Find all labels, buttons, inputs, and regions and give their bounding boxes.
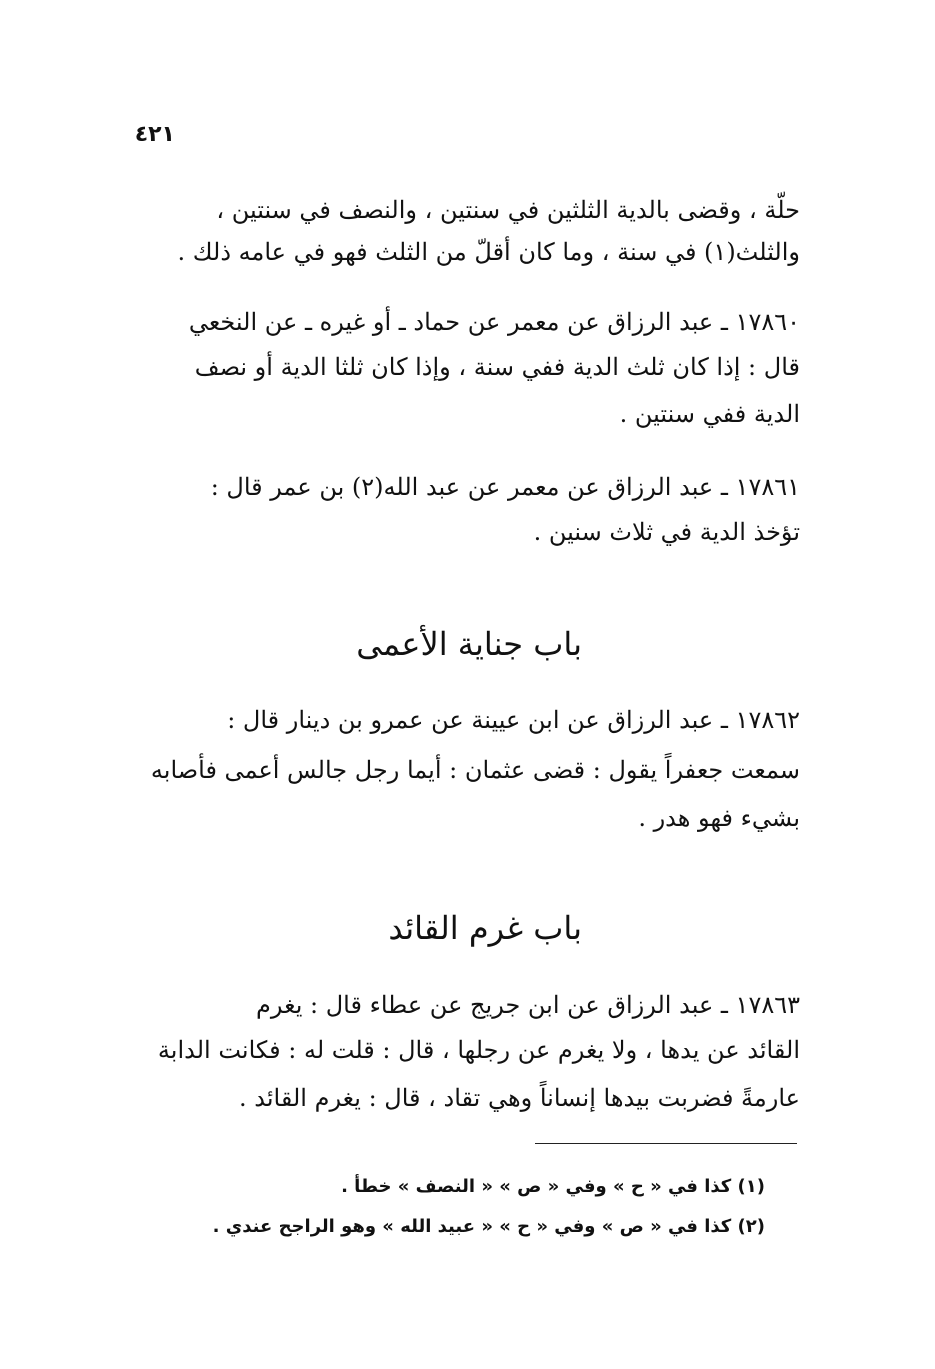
hadith-17860-line1: ١٧٨٦٠ ـ عبد الرزاق عن معمر عن حماد ـ أو غيره ـ عن النخعي: [188, 308, 800, 336]
section-heading-blind-offense: باب جناية الأعمى: [356, 625, 582, 663]
hadith-17863-line1: ١٧٨٦٣ ـ عبد الرزاق عن ابن جريج عن عطاء قال : يغرم: [256, 991, 800, 1019]
footnote-separator: [535, 1143, 797, 1144]
hadith-17861-line1: ١٧٨٦١ ـ عبد الرزاق عن معمر عن عبد الله(٢) بن عمر قال :: [210, 473, 800, 501]
hadith-17863-line2: القائد عن يدها ، ولا يغرم عن رجلها ، قال : قلت له : فكانت الدابة: [157, 1036, 800, 1064]
paragraph1-line1: حلّة ، وقضى بالدية الثلثين في سنتين ، والنصف في سنتين ،: [216, 196, 800, 224]
page-number: ٤٢١: [134, 122, 175, 147]
hadith-17861-line2: تؤخذ الدية في ثلاث سنين .: [533, 518, 800, 546]
hadith-17862-line1: ١٧٨٦٢ ـ عبد الرزاق عن ابن عيينة عن عمرو بن دينار قال :: [227, 706, 800, 734]
hadith-17862-line3: بشيء فهو هدر .: [638, 804, 800, 832]
section-heading-leader-liability: باب غرم القائد: [388, 909, 582, 947]
hadith-17863-line3: عارمةً فضربت بيدها إنساناً وهي تقاد ، قال : يغرم القائد .: [238, 1084, 800, 1112]
hadith-17860-line2: قال : إذا كان ثلث الدية ففي سنة ، وإذا كان ثلثا الدية أو نصف: [194, 353, 800, 381]
footnote-2: (٢) كذا في « ص » وفي « ح » « عبيد الله » وهو الراجح عندي .: [212, 1216, 765, 1237]
paragraph1-line2: والثلث(١) في سنة ، وما كان أقلّ من الثلث فهو في عامه ذلك .: [177, 238, 800, 266]
footnote-1: (١) كذا في « ح » وفي « ص » « النصف » خطأ .: [341, 1176, 765, 1197]
hadith-17862-line2: سمعت جعفراً يقول : قضى عثمان : أيما رجل جالس أعمى فأصابه: [150, 756, 800, 784]
hadith-17860-line3: الدية ففي سنتين .: [619, 400, 800, 428]
